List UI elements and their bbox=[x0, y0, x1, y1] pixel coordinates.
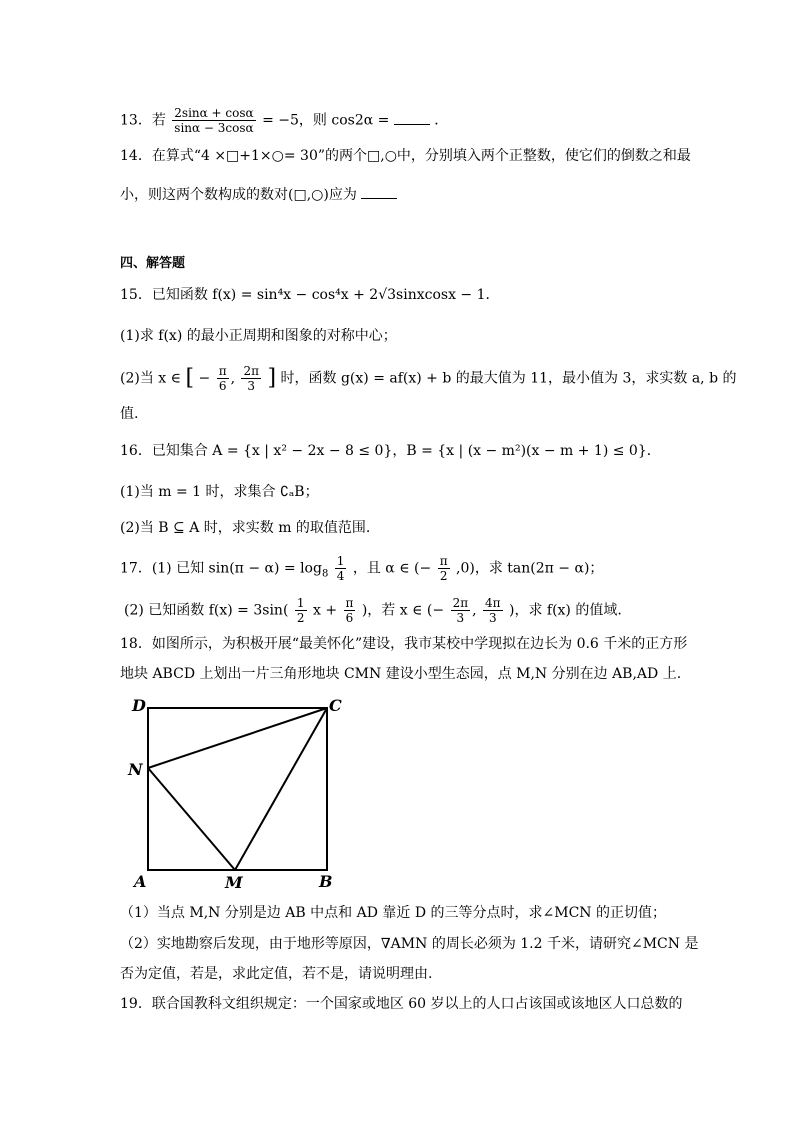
label-D: D bbox=[132, 696, 146, 715]
question-14-line2 bbox=[120, 184, 397, 205]
q13-answer-blank[interactable] bbox=[394, 110, 430, 125]
q15-frac2-num: 2π bbox=[243, 364, 260, 378]
q15-bracket-right: ] bbox=[267, 365, 277, 391]
question-18-line1: 18．如图所示，为积极开展“最美怀化”建设，我市某校中学现拟在边长为 0.6 千米的正方形 bbox=[120, 636, 688, 652]
q17-frac2-num: π bbox=[439, 554, 448, 568]
q17-frac1-den: 4 bbox=[336, 569, 345, 583]
q17-comma: , bbox=[472, 602, 477, 619]
question-18-line2: 地块 ABCD 上划出一片三角形地块 CMN 建设小型生态园，点 M,N 分别在边 AB,AD 上. bbox=[120, 666, 682, 682]
q17-frac4-num: π bbox=[345, 596, 354, 610]
q15-minus: − bbox=[198, 370, 211, 387]
question-18-part2-line2: 否为定值，若是，求此定值，若不是，请说明理由. bbox=[120, 966, 433, 982]
question-15-part2-line2: 值. bbox=[120, 406, 139, 422]
q17-part1-mid: ，且 α ∈ (− bbox=[352, 560, 432, 577]
question-15-part2: (2)当 x ∈ [ − $\frac{\pi}{6}$ , $\frac{2\pi}{3}$ ] 时，函数 g(x) = af(x) + b 的最大值为 11，最小值为 3，求实数 a, b 的 bbox=[120, 364, 737, 393]
square-ABCD bbox=[148, 708, 327, 870]
question-16-stem: 16．已知集合 A = {x | x² − 2x − 8 ≤ 0}，B = {x | (x − m²)(x − m + 1) ≤ 0}． bbox=[120, 443, 661, 459]
question-19-line1: 19．联合国教科文组织规定：一个国家或地区 60 岁以上的人口占该国或该地区人口总数的 bbox=[120, 996, 683, 1012]
segment-NC bbox=[148, 708, 327, 768]
q13-denominator: sinα − 3cosα bbox=[174, 121, 254, 135]
section-title: 四、解答题 bbox=[120, 256, 186, 271]
q17-part2-mid2: )，若 x ∈ (− bbox=[361, 602, 445, 619]
square-figure bbox=[124, 694, 344, 894]
question-16-part2: (2)当 B ⊆ A 时，求实数 m 的取值范围. bbox=[120, 520, 371, 536]
label-A: A bbox=[134, 872, 147, 891]
question-17-part1 bbox=[120, 554, 603, 584]
label-B: B bbox=[319, 872, 333, 891]
q13-numerator: 2sinα + cosα bbox=[174, 106, 254, 120]
q17-frac6-num: 4π bbox=[485, 596, 501, 610]
question-16-part1: (1)当 m = 1 时，求集合 ∁ₐB； bbox=[120, 484, 319, 500]
question-17-part2 bbox=[124, 596, 622, 625]
q17-frac2-den: 2 bbox=[439, 569, 448, 583]
question-18-part2-line1: （2）实地勘察后发现，由于地形等原因，∇AMN 的周长必须为 1.2 千米，请研究∠MCN 是 bbox=[120, 936, 699, 952]
q17-frac1 bbox=[335, 554, 347, 583]
q17-frac5-den: 3 bbox=[456, 611, 465, 625]
q15-frac2-den: 3 bbox=[247, 379, 256, 393]
question-15-stem: 15．已知函数 f(x) = sin⁴x − cos⁴x + 2√3sinxcosx − 1． bbox=[120, 287, 500, 303]
q17-part2-prefix: (2) 已知函数 f(x) = 3sin( bbox=[124, 602, 289, 619]
q17-frac5 bbox=[451, 596, 471, 625]
q17-frac6 bbox=[483, 596, 503, 625]
q17-part1-suffix: ,0)，求 tan(2π − α)； bbox=[456, 560, 604, 577]
q15-frac1-den: 6 bbox=[218, 379, 227, 393]
q17-log-base: 8 bbox=[321, 568, 329, 580]
question-15-part1: (1)求 f(x) 的最小正周期和图象的对称中心； bbox=[120, 328, 397, 344]
q15-part2-suffix: 时，函数 g(x) = af(x) + b 的最大值为 11，最小值为 3，求实数 a, b 的 bbox=[280, 370, 737, 387]
question-13 bbox=[120, 106, 448, 135]
q14-answer-blank[interactable] bbox=[361, 184, 397, 199]
q17-part2-mid: x + bbox=[312, 602, 338, 619]
q15-frac2 bbox=[241, 364, 261, 393]
q13-middle: = −5，则 cos2α = bbox=[262, 112, 390, 129]
q17-frac4-den: 6 bbox=[345, 611, 354, 625]
q17-frac1-num: 1 bbox=[336, 554, 345, 568]
q17-part1-prefix: 17．(1) 已知 sin(π − α) = log bbox=[120, 560, 322, 577]
q17-frac5-num: 2π bbox=[452, 596, 469, 610]
q17-part2-suffix: )，求 f(x) 的值域. bbox=[508, 602, 622, 619]
q17-frac6-den: 3 bbox=[488, 611, 497, 625]
segment-MC bbox=[235, 708, 327, 870]
segment-NM bbox=[148, 768, 235, 870]
q17-frac3 bbox=[295, 596, 307, 625]
label-C: C bbox=[329, 696, 342, 715]
label-M: M bbox=[225, 873, 243, 892]
q17-frac3-num: 1 bbox=[296, 596, 305, 610]
q17-frac4 bbox=[344, 596, 356, 625]
q15-bracket-left: [ bbox=[185, 365, 195, 391]
q13-fraction bbox=[172, 106, 255, 135]
q17-frac3-den: 2 bbox=[296, 611, 305, 625]
q15-frac1 bbox=[217, 364, 229, 393]
q15-frac1-num: π bbox=[218, 364, 227, 378]
q17-frac2 bbox=[438, 554, 450, 583]
question-18-part1: （1）当点 M,N 分别是边 AB 中点和 AD 靠近 D 的三等分点时，求∠MCN 的正切值； bbox=[120, 905, 666, 921]
q15-part2-prefix: (2)当 x ∈ bbox=[120, 370, 181, 387]
q13-prefix: 13．若 bbox=[120, 112, 166, 129]
q14-line2-text: 小，则这两个数构成的数对(□,○)应为 bbox=[120, 187, 357, 203]
label-N: N bbox=[128, 760, 143, 779]
q13-suffix: ． bbox=[434, 112, 449, 129]
question-14-line1: 14．在算式“4 ×□+1×○= 30”的两个□,○中，分别填入两个正整数，使它们的倒数之和最 bbox=[120, 148, 691, 164]
